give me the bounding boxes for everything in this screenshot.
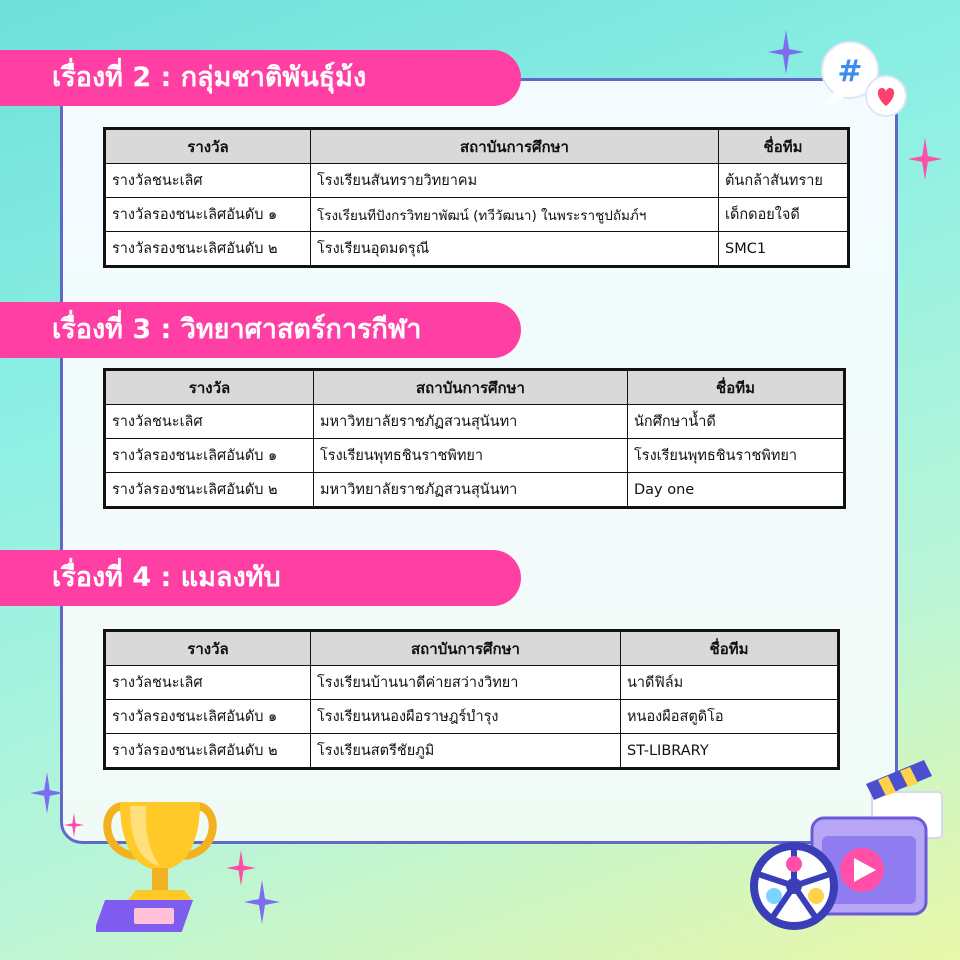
trophy-icon (96, 796, 224, 942)
table-row (105, 198, 849, 232)
cell-institution: โรงเรียนอุดมดรุณี (311, 232, 719, 267)
table-header-row (105, 370, 845, 405)
sparkle-icon (906, 138, 944, 180)
sparkle-icon (64, 812, 84, 838)
cell-team: นักศึกษาน้ำดี (628, 405, 845, 439)
cell-institution: โรงเรียนสตรีชัยภูมิ (311, 734, 621, 769)
table-row (105, 700, 839, 734)
cell-award: รางวัลชนะเลิศ (105, 666, 311, 700)
cell-institution: โรงเรียนทีปังกรวิทยาพัฒน์ (ทวีวัฒนา) ในพระราชูปถัมภ์ฯ (311, 198, 719, 232)
header-team: ชื่อทีม (621, 631, 839, 666)
header-institution: สถาบันการศึกษา (314, 370, 628, 405)
header-award: รางวัล (105, 370, 314, 405)
table-row (105, 439, 845, 473)
table-row (105, 232, 849, 267)
cell-team: ต้นกล้าสันทราย (719, 164, 849, 198)
cell-award: รางวัลรองชนะเลิศอันดับ ๒ (105, 734, 311, 769)
sparkle-icon (244, 880, 280, 924)
cell-institution: โรงเรียนสันทรายวิทยาคม (311, 164, 719, 198)
cell-award: รางวัลรองชนะเลิศอันดับ ๑ (105, 198, 311, 232)
cell-team: ST-LIBRARY (621, 734, 839, 769)
cell-institution: มหาวิทยาลัยราชภัฏสวนสุนันทา (314, 405, 628, 439)
cell-team: SMC1 (719, 232, 849, 267)
header-award: รางวัล (105, 631, 311, 666)
cell-team: โรงเรียนพุทธชินราชพิทยา (628, 439, 845, 473)
cell-institution: มหาวิทยาลัยราชภัฏสวนสุนันทา (314, 473, 628, 508)
cell-team: เด็กดอยใจดี (719, 198, 849, 232)
hashtag-bubble-icon (812, 36, 912, 124)
cell-award: รางวัลชนะเลิศ (105, 405, 314, 439)
cell-award: รางวัลรองชนะเลิศอันดับ ๒ (105, 232, 311, 267)
cell-award: รางวัลชนะเลิศ (105, 164, 311, 198)
cell-team: นาดีฟิล์ม (621, 666, 839, 700)
section-title-story-2: เรื่องที่ 2 : กลุ่มชาติพันธุ์ม้ง (0, 50, 521, 106)
svg-text:#: # (837, 54, 863, 89)
table-row (105, 473, 845, 508)
cell-team: หนองผือสตูดิโอ (621, 700, 839, 734)
table-row (105, 405, 845, 439)
cell-institution: โรงเรียนพุทธชินราชพิทยา (314, 439, 628, 473)
table-header-row (105, 631, 839, 666)
cell-award: รางวัลรองชนะเลิศอันดับ ๒ (105, 473, 314, 508)
section-title-story-4: เรื่องที่ 4 : แมลงทับ (0, 550, 521, 606)
video-player-icon (748, 754, 952, 944)
cell-team: Day one (628, 473, 845, 508)
cell-institution: โรงเรียนบ้านนาดีค่ายสว่างวิทยา (311, 666, 621, 700)
header-team: ชื่อทีม (719, 129, 849, 164)
sparkle-icon (768, 30, 804, 74)
cell-institution: โรงเรียนหนองผือราษฎร์บำรุง (311, 700, 621, 734)
table-row (105, 164, 849, 198)
cell-award: รางวัลรองชนะเลิศอันดับ ๑ (105, 439, 314, 473)
table-header-row (105, 129, 849, 164)
table-row (105, 734, 839, 769)
sparkle-icon (30, 772, 64, 814)
header-award: รางวัล (105, 129, 311, 164)
header-institution: สถาบันการศึกษา (311, 631, 621, 666)
table-row (105, 666, 839, 700)
film-reel-icon (754, 846, 834, 926)
awards-table-story-3 (103, 368, 846, 509)
section-title-story-3: เรื่องที่ 3 : วิทยาศาสตร์การกีฬา (0, 302, 521, 358)
header-institution: สถาบันการศึกษา (311, 129, 719, 164)
awards-table-story-4 (103, 629, 840, 770)
awards-table-story-2 (103, 127, 850, 268)
cell-award: รางวัลรองชนะเลิศอันดับ ๑ (105, 700, 311, 734)
header-team: ชื่อทีม (628, 370, 845, 405)
